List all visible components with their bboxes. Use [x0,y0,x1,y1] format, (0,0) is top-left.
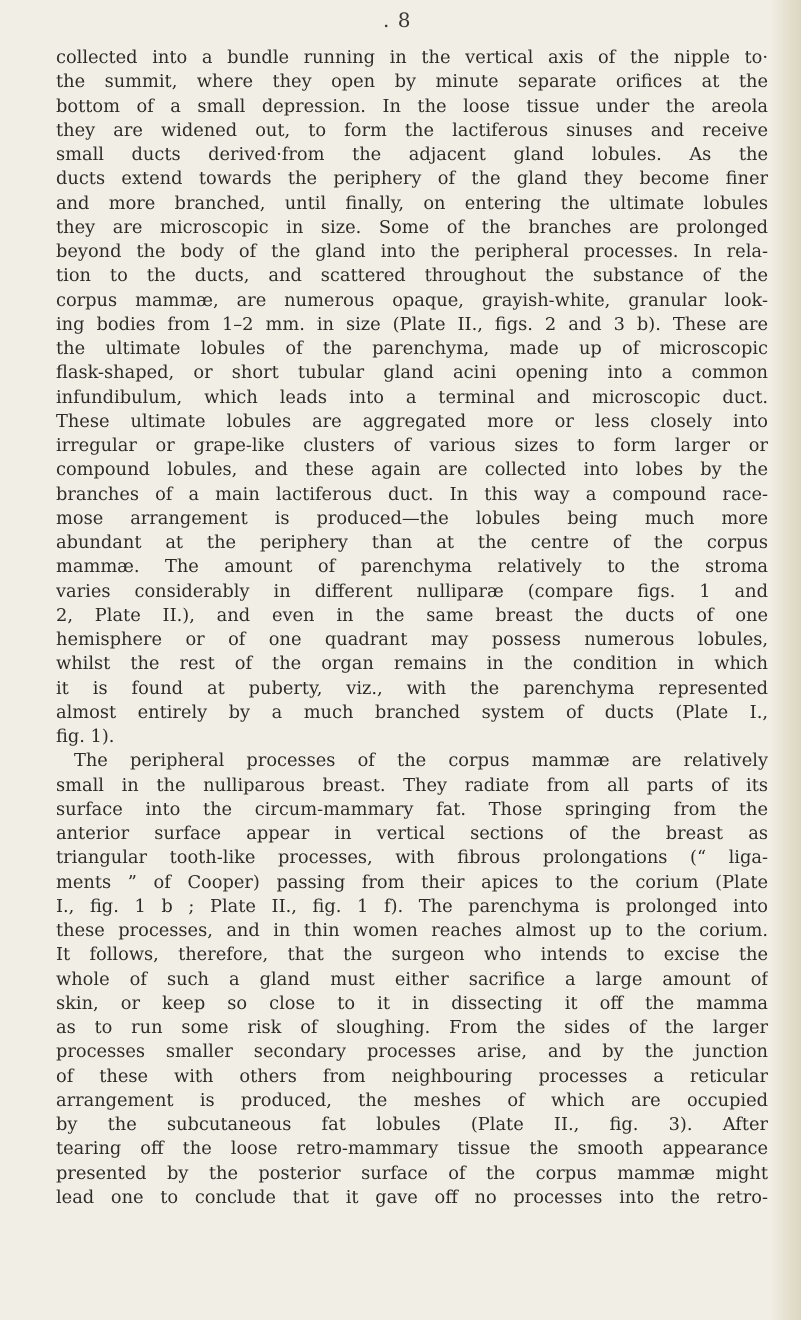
text-line: the summit, where they open by minute separate orifices at the [56,71,768,93]
text-line: tion to the ducts, and scattered throughout the substance of the [56,265,768,287]
text-line: compound lobules, and these again are collected into lobes by the [56,459,768,481]
text-line: these processes, and in thin women reaches almost up to the corium. [56,920,768,941]
text-line: as to run some risk of sloughing. From the sides of the larger [56,1017,768,1038]
text-line: corpus mammæ, are numerous opaque, grayish-white, granular look- [56,289,768,311]
text-line: processes smaller secondary processes arise, and by the junction [56,1041,768,1063]
text-line: arrangement is produced, the meshes of which are occupied [56,1089,768,1111]
text-line: hemisphere or of one quadrant may possess numerous lobules, [56,629,768,650]
text-line: abundant at the periphery than at the centre of the corpus [56,532,768,553]
text-line: These ultimate lobules are aggregated more or less closely into [56,410,768,432]
text-line: whole of such a gland must either sacrifice a large amount of [56,968,768,990]
text-line: whilst the rest of the organ remains in the condition in which [56,653,768,675]
text-line: irregular or grape-like clusters of various sizes to form larger or [56,435,768,456]
text-line: flask-shaped, or short tubular gland acini opening into a common [56,362,768,384]
text-line: beyond the body of the gland into the peripheral processes. In rela- [56,241,768,262]
text-line: almost entirely by a much branched system of ducts (Plate I., [56,701,768,723]
text-line: fig. 1). [56,726,115,747]
text-line: bottom of a small depression. In the loose tissue under the areola [56,95,768,117]
text-line: they are widened out, to form the lactiferous sinuses and receive [56,119,768,141]
text-line: the ultimate lobules of the parenchyma, made up of microscopic [56,338,768,359]
text-line: it is found at puberty, viz., with the parenchyma represented [56,677,768,699]
text-line: ments ” of Cooper) passing from their apices to the corium (Plate [56,871,768,893]
text-line: I., fig. 1 b ; Plate II., fig. 1 f). The parenchyma is prolonged into [56,895,768,917]
body-text [56,46,768,1210]
text-line: surface into the circum-mammary fat. Those springing from the [56,798,768,820]
text-line: of these with others from neighbouring processes a reticular [56,1065,768,1087]
text-line: by the subcutaneous fat lobules (Plate II., fig. 3). After [56,1114,768,1135]
text-line: ducts extend towards the periphery of the gland they become finer [56,168,768,190]
page-number: . 8 [383,8,412,32]
text-line: mammæ. The amount of parenchyma relatively to the stroma [56,556,768,578]
text-line: branches of a main lactiferous duct. In this way a compound race- [56,483,768,505]
text-line: infundibulum, which leads into a terminal and microscopic duct. [56,386,768,408]
text-line: and more branched, until finally, on entering the ultimate lobules [56,192,768,214]
text-line: presented by the posterior surface of the corpus mammæ might [56,1162,768,1184]
text-line: collected into a bundle running in the vertical axis of the nipple to· [56,47,768,68]
text-line: they are microscopic in size. Some of the branches are prolonged [56,216,768,238]
text-line: skin, or keep so close to it in dissecting it off the mamma [56,992,768,1014]
text-line: It follows, therefore, that the surgeon who intends to excise the [56,944,768,966]
text-line: small ducts derived·from the adjacent gland lobules. As the [56,144,768,165]
text-line: ing bodies from 1–2 mm. in size (Plate II., figs. 2 and 3 b). These are [56,313,768,335]
text-line: triangular tooth-like processes, with fibrous prolongations (“ liga- [56,847,768,869]
text-line: varies considerably in different nulliparæ (compare figs. 1 and [56,580,768,602]
text-line: mose arrangement is produced—the lobules being much more [56,507,768,529]
text-line: tearing off the loose retro-mammary tissue the smooth appearance [56,1138,768,1160]
text-line: small in the nulliparous breast. They radiate from all parts of its [56,774,768,796]
text-line: lead one to conclude that it gave off no processes into the retro- [56,1186,768,1208]
text-line: The peripheral processes of the corpus mammæ are relatively [74,750,768,772]
text-line: 2, Plate II.), and even in the same breast the ducts of one [56,604,768,626]
text-line: anterior surface appear in vertical sections of the breast as [56,823,768,844]
